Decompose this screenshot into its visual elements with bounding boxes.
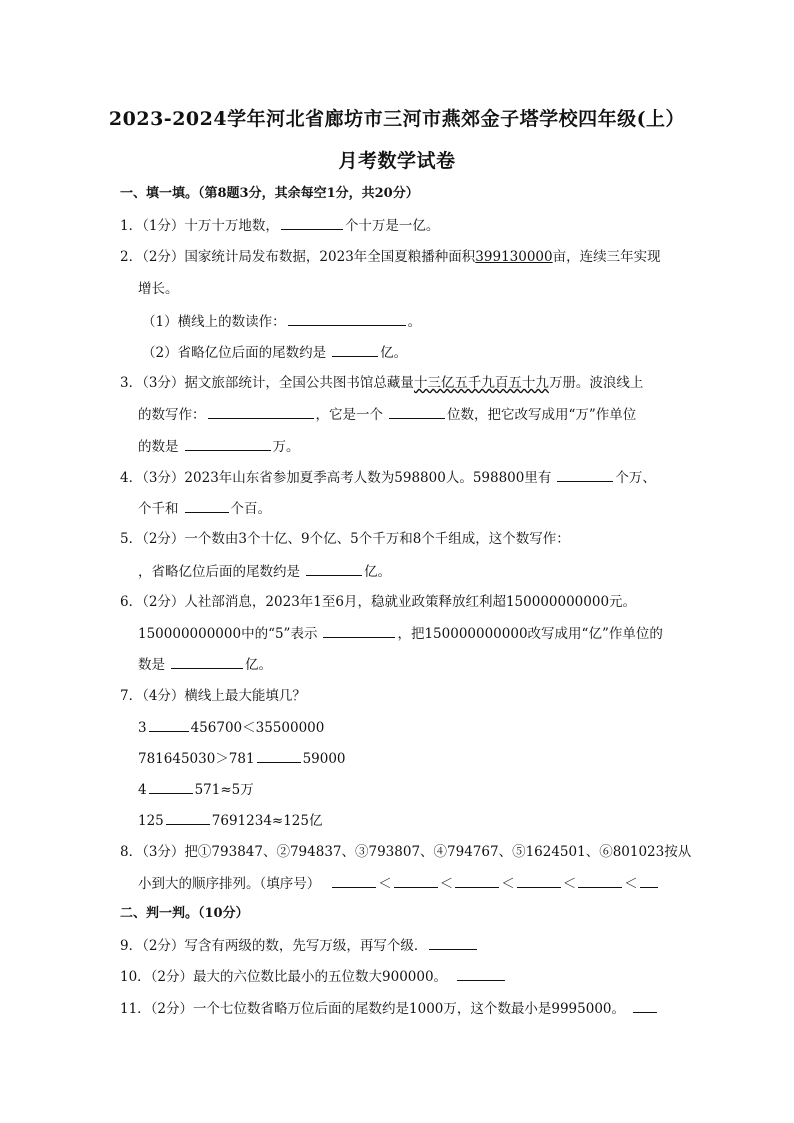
row4-prefix: 125	[138, 813, 164, 829]
question-11-text: 11．（2分）一个七位数省略万位后面的尾数约是1000万，这个数最小是9995000。	[120, 1001, 625, 1017]
question-6-line2-a: 150000000000中的“5”表示	[138, 626, 318, 642]
question-2-number: 399130000	[475, 249, 553, 265]
question-4-text-b: 个万、	[615, 470, 656, 486]
question-3-text-b: 万册。波浪线上	[548, 375, 644, 391]
answer-blank[interactable]	[306, 561, 362, 576]
answer-blank[interactable]	[171, 654, 243, 669]
answer-blank[interactable]	[166, 810, 210, 825]
question-3-line3-a: 的数是	[138, 439, 179, 455]
question-6-line3	[138, 654, 272, 675]
question-10	[120, 966, 507, 987]
question-6-line2-b: ，把150000000000改写成用“亿”作单位的	[397, 626, 663, 642]
question-6-line3-a: 数是	[138, 657, 165, 673]
question-2-sub2-text: （2）省略亿位后面的尾数约是	[142, 345, 327, 361]
answer-blank[interactable]	[557, 467, 613, 482]
row4-suffix: 7691234≈125亿	[211, 813, 323, 829]
question-3-text-a: 3．（3分）据文旅部统计，全国公共图书馆总藏量	[120, 375, 414, 391]
less-than-sign: ＜	[439, 876, 454, 892]
question-2-text-b: 亩，连续三年实现	[552, 249, 661, 265]
question-7-row4	[138, 810, 322, 831]
question-8: 8．（3分）把①793847、②794837、③793807、④794767、⑤1624501、⑥801023按从	[120, 844, 692, 860]
question-7-row2	[138, 748, 346, 769]
question-2-sub2	[142, 342, 407, 363]
answer-blank[interactable]	[389, 404, 445, 419]
question-4-line2-b: 个百。	[230, 501, 271, 517]
answer-blank[interactable]	[149, 717, 189, 732]
less-than-sign: ＜	[562, 876, 577, 892]
less-than-sign: ＜	[624, 876, 638, 892]
answer-blank[interactable]	[633, 998, 657, 1013]
answer-blank[interactable]	[208, 404, 314, 419]
question-3	[120, 373, 643, 393]
question-4	[120, 467, 656, 488]
answer-blank[interactable]	[332, 342, 378, 357]
question-6: 6．（2分）人社部消息，2023年1至6月，稳就业政策释放红利超150000000000元。	[120, 594, 637, 610]
question-3-line2-a: 的数写作：	[138, 407, 206, 423]
question-3-line2-c: 位数，把它改写成用“万”作单位	[447, 407, 637, 423]
answer-blank[interactable]	[517, 873, 561, 888]
answer-blank[interactable]	[281, 215, 343, 230]
answer-blank[interactable]	[149, 779, 193, 794]
question-3-line2-b: ，它是一个	[315, 407, 383, 423]
row1-prefix: 3	[138, 720, 147, 736]
question-8-line2	[138, 873, 660, 894]
row1-suffix: 456700＜35500000	[190, 720, 325, 736]
question-4-line2	[138, 498, 271, 519]
question-5: 5．（2分）一个数由3个十亿、9个亿、5个千万和8个千组成，这个数写作：	[120, 531, 570, 547]
row2-suffix: 59000	[302, 751, 346, 767]
answer-blank[interactable]	[288, 311, 406, 326]
section-heading-judge: 二、判一判。（10分）	[120, 906, 249, 921]
less-than-sign: ＜	[378, 876, 392, 892]
question-9-text: 9．（2分）写含有两级的数，先写万级，再写个级．	[120, 938, 428, 954]
question-11	[120, 998, 659, 1019]
question-1	[120, 215, 439, 236]
answer-blank[interactable]	[323, 623, 395, 638]
question-7-row3	[138, 779, 254, 800]
question-3-wavy-number: 十三亿五千九百五十九	[413, 375, 549, 391]
question-2-text-a: 2．（2分）国家统计局发布数据，2023年全国夏粮播种面积	[120, 249, 476, 265]
question-7-row1	[138, 717, 324, 738]
question-5-line2	[138, 561, 391, 582]
question-9	[120, 935, 479, 956]
answer-blank[interactable]	[332, 873, 376, 888]
question-2-sub1-text: （1）横线上的数读作：	[142, 314, 286, 330]
exam-title-line2: 月考数学试卷	[338, 150, 456, 172]
question-3-line2	[138, 404, 636, 425]
less-than-sign: ＜	[501, 876, 515, 892]
section-heading-fill: 一、填一填。（第8题3分，其余每空1分，共20分）	[120, 186, 419, 201]
answer-blank[interactable]	[429, 935, 477, 950]
question-6-line2	[138, 623, 663, 644]
answer-blank[interactable]	[185, 436, 271, 451]
question-10-text: 10．（2分）最大的六位数比最小的五位数大900000。	[120, 969, 448, 985]
question-2-sub2-end: 亿。	[380, 345, 408, 361]
answer-blank[interactable]	[578, 873, 622, 888]
row3-suffix: 571≈5万	[194, 782, 254, 798]
answer-blank[interactable]	[640, 873, 658, 888]
answer-blank[interactable]	[257, 748, 301, 763]
question-1-text-b: 个十万是一亿。	[344, 218, 440, 234]
question-4-line2-a: 个千和	[138, 501, 179, 517]
question-8-line2-text: 小到大的顺序排列。（填序号）	[138, 876, 321, 892]
question-2-sub1	[142, 311, 421, 332]
answer-blank[interactable]	[457, 966, 505, 981]
question-3-line3-b: 万。	[272, 439, 300, 455]
question-2	[120, 247, 661, 267]
question-6-line3-b: 亿。	[245, 657, 272, 673]
question-1-text-a: 1．（1分）十万十万地数，	[120, 218, 279, 234]
row2-prefix: 781645030＞781	[138, 751, 255, 767]
question-5-line2-a: ，省略亿位后面的尾数约是	[138, 564, 300, 580]
row3-prefix: 4	[138, 782, 147, 798]
question-2-sub1-end: 。	[407, 314, 422, 330]
answer-blank[interactable]	[185, 498, 229, 513]
question-7: 7．（4分）横线上最大能填几？	[120, 688, 306, 704]
answer-blank[interactable]	[394, 873, 438, 888]
exam-title-line1: 2023-2024学年河北省廊坊市三河市燕郊金子塔学校四年级(上）	[108, 108, 686, 130]
question-5-line2-b: 亿。	[364, 564, 391, 580]
question-2-cont: 增长。	[138, 281, 179, 297]
question-3-line3	[138, 436, 300, 457]
question-4-text-a: 4．（3分）2023年山东省参加夏季高考人数为598800人。598800里有	[120, 470, 552, 486]
answer-blank[interactable]	[455, 873, 499, 888]
